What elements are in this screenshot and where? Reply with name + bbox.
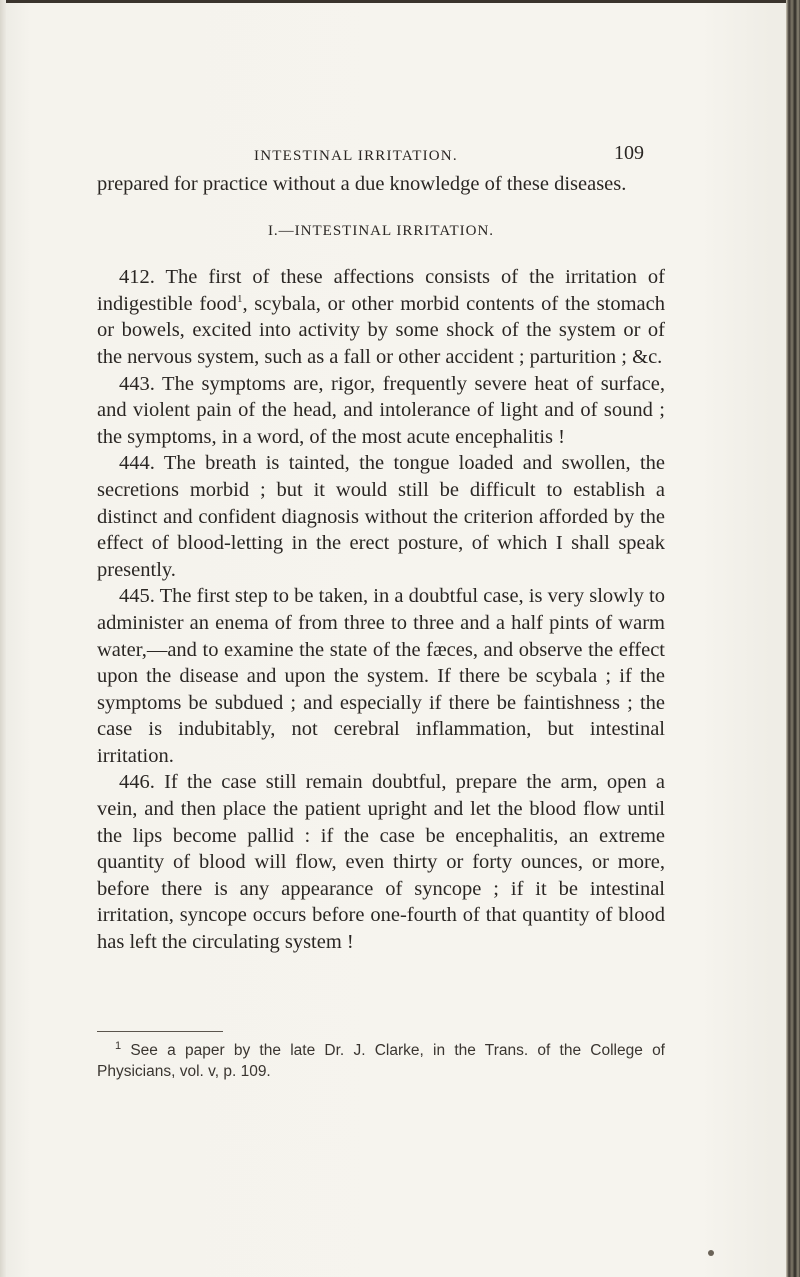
paragraph-445: 445. The first step to be taken, in a doubtful case, is very slowly to administer an enema of from three to three and a half pints of warm water,—and to examine the state of the fæces, and observe the effect upon the disease and upon the system. If there be scybala ; if the symptoms be subdued ; and especially if there be faintishness ; the case is indubitably, not cerebral inflammation, but intestinal irritation.	[97, 585, 665, 767]
intro-paragraph: prepared for practice without a due knowledge of these diseases.	[97, 173, 627, 195]
paragraph-412-end: , scybala, or other morbid contents of the stomach or bowels, excited into activity by some shock of the system or of the nervous system, such as a fall or other accident ; parturition ; &c.	[97, 292, 666, 368]
paragraph-443: 443. The symptoms are, rigor, frequently severe heat of surface, and violent pain of the head, and intolerance of light and of sound ; the symptoms, in a word, of the most acute encephalitis !	[97, 372, 665, 448]
paragraph-412-start: 412. The first of these affections consists of the irritation of indigestible food	[97, 266, 665, 315]
page-number: 109	[614, 142, 644, 164]
page-header	[254, 142, 644, 172]
paragraph-444: 444. The breath is tainted, the tongue loaded and swollen, the secretions morbid ; but it would still be difficult to establish a distinct and confident diagnosis without the criterion afforded by the effect of blood-letting in the erect posture, of which I shall speak presently.	[97, 452, 665, 581]
footnote-text: See a paper by the late Dr. J. Clarke, in the Trans. of the College of Physicians, vol. v, p. 109.	[97, 1042, 665, 1080]
footnote-mark: 1	[115, 1039, 122, 1052]
paragraph-412	[97, 264, 665, 370]
section-heading: I.—INTESTINAL IRRITATION.	[267, 222, 495, 239]
paper-speck	[708, 1250, 714, 1256]
footnote-reference: 1	[236, 292, 243, 305]
page-left-edge	[0, 0, 6, 1277]
body-text	[97, 171, 665, 956]
paragraph-446: 446. If the case still remain doubtful, prepare the arm, open a vein, and then place the patient upright and let the blood flow until the lips become pallid : if the case be encephalitis, an extreme quantity of blood will flow, even thirty or forty ounces, or more, before there is any appearance of syncope ; if it be intestinal irritation, syncope occurs before one-fourth of that quantity of blood has left the circulating system !	[97, 771, 665, 954]
top-edge-rule	[0, 0, 786, 3]
footnote	[97, 1040, 665, 1082]
book-binding-edge	[786, 0, 800, 1277]
running-head: INTESTINAL IRRITATION.	[254, 148, 458, 164]
footnote-rule	[97, 1031, 223, 1032]
